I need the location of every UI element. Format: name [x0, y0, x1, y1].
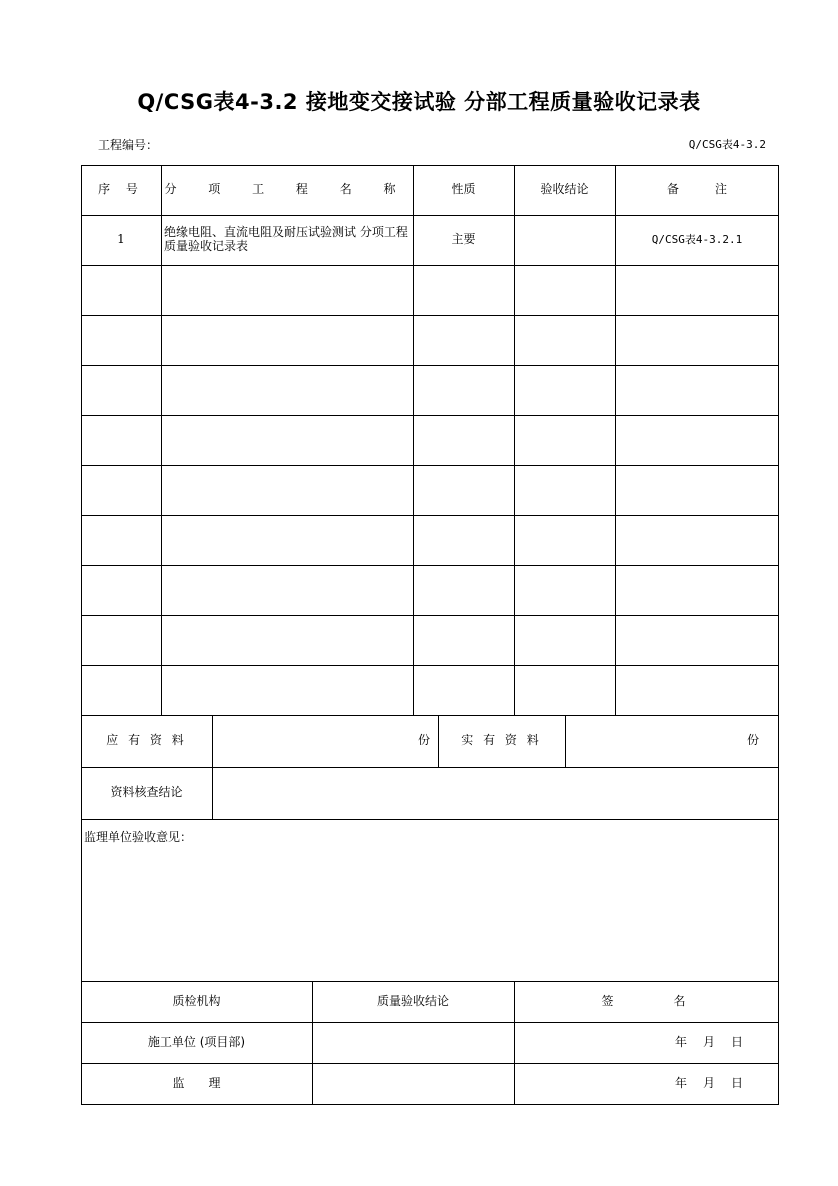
header-conclusion: 验收结论: [540, 182, 589, 197]
header-item-name: 分 项 工 程 名 称: [164, 182, 410, 197]
supervisor-label: 监 理: [172, 1076, 221, 1091]
document-title: Q/CSG表4-3.2 接地变交接试验 分部工程质量验收记录表: [137, 90, 701, 114]
required-docs-unit[interactable]: 份: [417, 733, 430, 748]
actual-docs-unit[interactable]: 份: [746, 733, 759, 748]
quality-conclusion-header: 质量验收结论: [376, 993, 449, 1008]
supervision-opinion-area[interactable]: [82, 850, 778, 980]
qc-org-header: 质检机构: [172, 993, 221, 1008]
form-code: Q/CSG表4-3.2: [688, 138, 766, 151]
row-1-remark: Q/CSG表4-3.2.1: [651, 232, 743, 246]
actual-docs-label: 实 有 资 料: [461, 733, 542, 748]
docs-check-label: 资料核查结论: [110, 785, 183, 800]
row-1-nature: 主要: [451, 232, 476, 247]
supervisor-conclusion[interactable]: [312, 1063, 514, 1105]
row-1-conclusion[interactable]: [514, 215, 615, 265]
contractor-label: 施工单位 (项目部): [147, 1034, 246, 1049]
header-seq: 序 号: [98, 182, 144, 197]
required-docs-label: 应 有 资 料: [106, 733, 187, 748]
header-nature: 性质: [451, 182, 476, 197]
row-1-seq: 1: [117, 232, 125, 247]
contractor-conclusion[interactable]: [312, 1022, 514, 1063]
supervisor-date[interactable]: 年 月 日: [674, 1076, 745, 1091]
row-1-name: 绝缘电阻、直流电阻及耐压试验测试 分项工程质量验收记录表: [164, 225, 408, 253]
docs-check-value[interactable]: [212, 767, 779, 819]
contractor-date[interactable]: 年 月 日: [674, 1034, 745, 1049]
supervision-opinion-label: 监理单位验收意见：: [84, 830, 193, 845]
signature-header: 签 名: [601, 993, 692, 1008]
project-number-label: 工程编号：: [98, 138, 159, 152]
header-remark: 备 注: [666, 182, 727, 197]
